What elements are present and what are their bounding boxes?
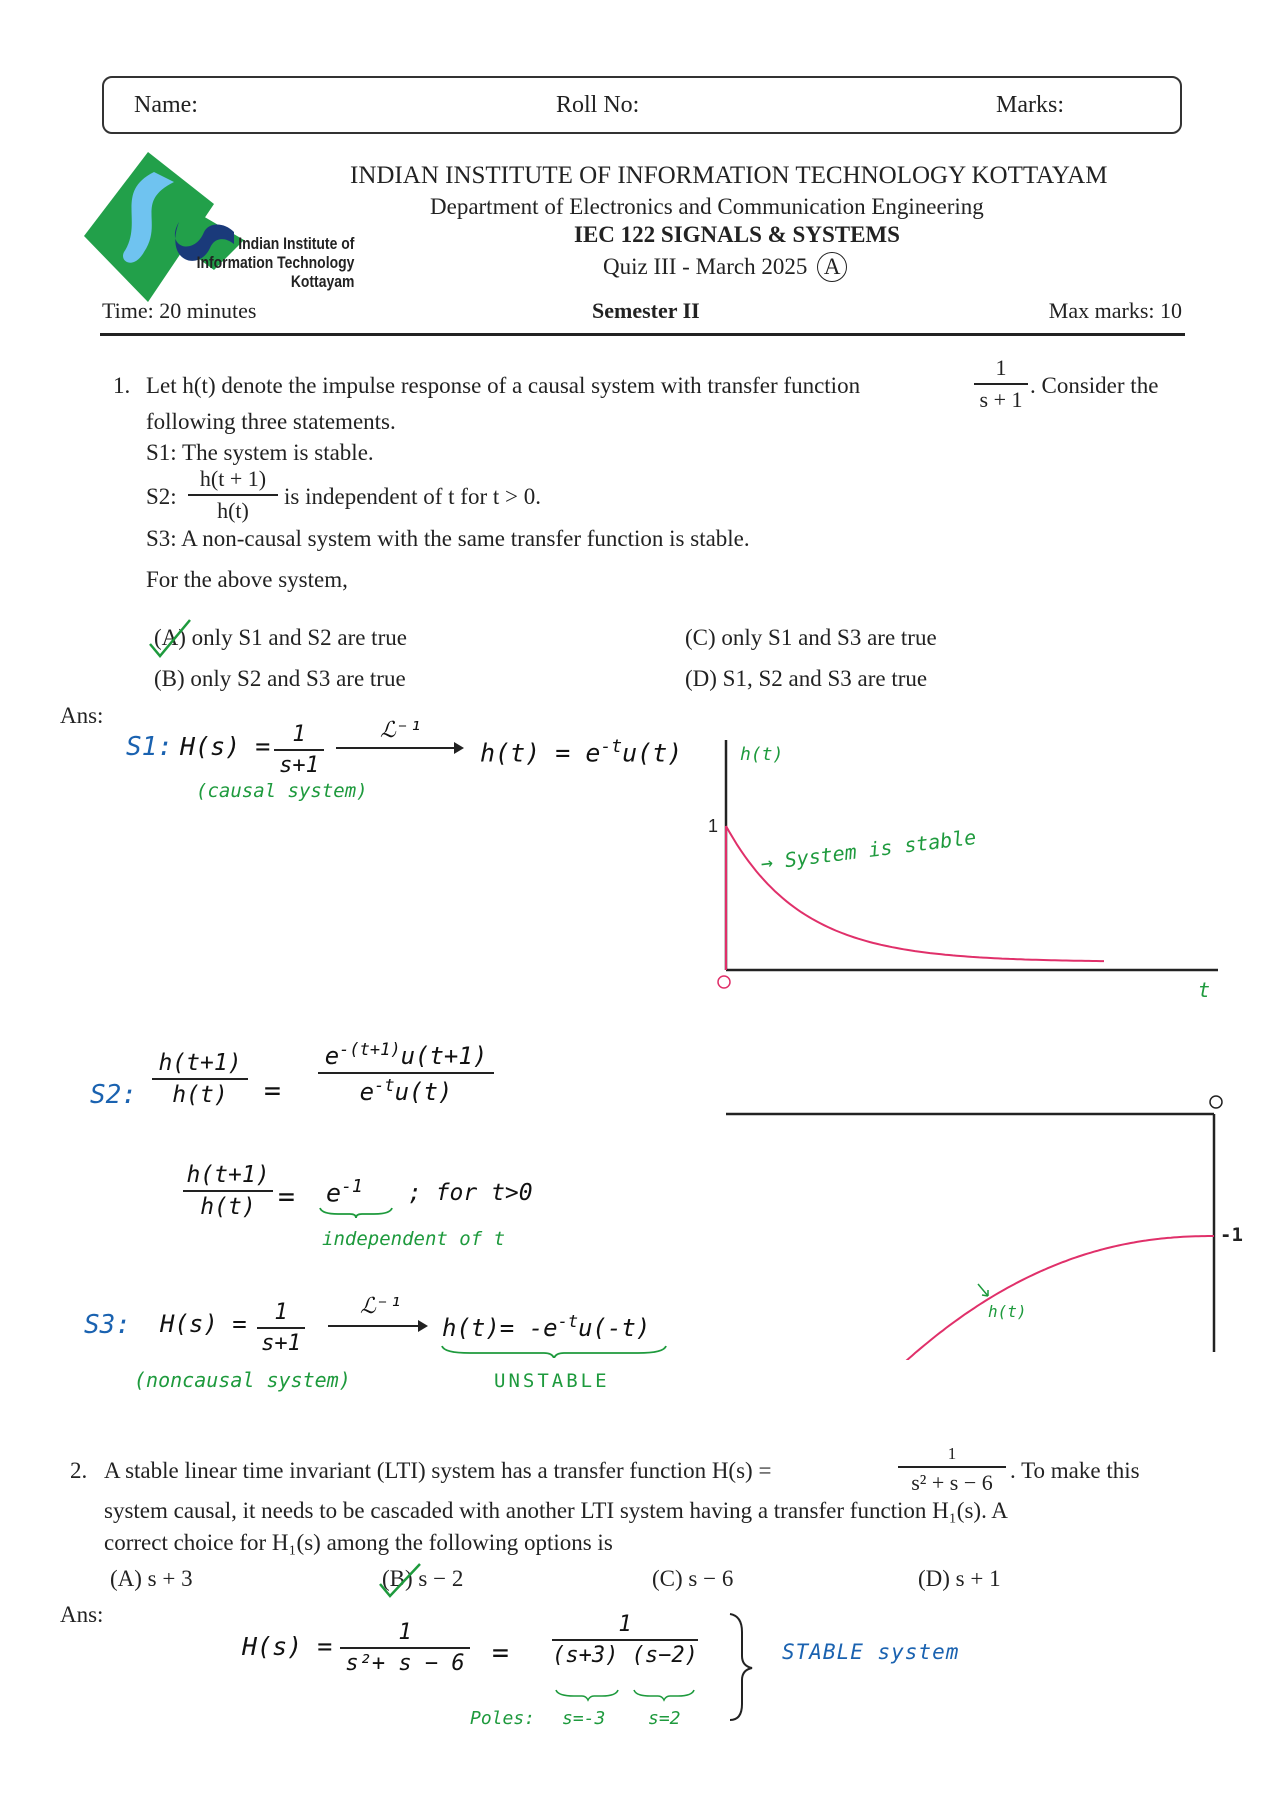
sol-s1-laplace: ℒ⁻¹ xyxy=(380,718,423,743)
sol2-pole2: s=2 xyxy=(648,1708,681,1729)
plot2-level-label: -1 xyxy=(1220,1224,1243,1246)
quiz-title xyxy=(603,252,847,282)
sol2-lhs: H(s) = xyxy=(242,1632,333,1661)
plot2-origin-marker xyxy=(1210,1096,1222,1108)
sol-s1-rhs-exp: -t xyxy=(600,736,623,757)
logo-text-line3: Kottayam xyxy=(290,272,354,291)
set-badge: A xyxy=(817,252,847,282)
sol-s2-lhs-den: h(t) xyxy=(172,1082,228,1108)
q2-tf-denominator: s² + s − 6 xyxy=(911,1470,993,1495)
plot1-y1-tick: 1 xyxy=(708,816,719,836)
sol-s3-rhs: $h(t)= -e^{-t}u(-t)$ xyxy=(442,1312,651,1342)
sol-s2b-equals: = xyxy=(278,1180,295,1213)
q1-s2-text: is independent of t for t > 0. xyxy=(284,484,541,509)
q1-s2-bar xyxy=(188,494,278,496)
sol2-num1: 1 xyxy=(398,1620,412,1645)
sol2-num2: 1 xyxy=(618,1612,632,1637)
plot1-ylabel: h(t) xyxy=(740,744,784,765)
sol-s2b-num: h(t+1) xyxy=(186,1162,270,1188)
sol-s2-label: S2: xyxy=(90,1080,137,1110)
plot2-curve-label: h(t) xyxy=(988,1302,1027,1321)
sol2-den2: (s+3) (s−2) xyxy=(552,1643,698,1668)
q1-tf-bar xyxy=(974,383,1028,385)
sol-s2b-lhs xyxy=(180,1162,276,1220)
sol-s1-rhs-tail: u(t) xyxy=(622,738,683,768)
q1-text: Let h(t) denote the impulse response of a causal system with transfer function xyxy=(146,373,861,398)
underbrace-icon xyxy=(318,1206,394,1218)
sol-s1-frac xyxy=(272,722,326,778)
q2-number: 2. xyxy=(70,1458,88,1483)
sol2-stable-note: STABLE system xyxy=(782,1640,960,1664)
sol-s2-rhs-num: $e^{-(t+1)}u(t+1)$ xyxy=(324,1040,488,1070)
q1-tf-denominator: s + 1 xyxy=(979,387,1023,412)
sol-s2-equals: = xyxy=(264,1074,281,1107)
student-info-box xyxy=(102,76,1182,134)
right-brace-icon xyxy=(726,1612,756,1722)
q1-s2-ratio xyxy=(188,466,278,524)
sol2-den1: s²+ s − 6 xyxy=(345,1651,465,1676)
sol-s2b-condition: ; for t>0 xyxy=(408,1180,533,1206)
q2-ans-label: Ans: xyxy=(60,1602,104,1627)
sol-s2-lhs xyxy=(150,1050,250,1108)
impulse-response-plot xyxy=(700,730,1220,1000)
plot1-stable-note: → System is stable xyxy=(759,824,978,876)
plot1-origin-marker xyxy=(718,976,730,988)
sol2-equals: = xyxy=(492,1636,509,1669)
sol2-poles-label: Poles: xyxy=(470,1708,536,1729)
sol-s1-lhs: H(s) = xyxy=(180,732,271,761)
q2-transfer-function xyxy=(896,1444,1008,1496)
plot2-canvas xyxy=(720,1090,1240,1360)
sol-s3-label: S3: xyxy=(84,1310,131,1340)
sol2-bar2 xyxy=(552,1639,698,1641)
sol-s2-rhs-den: $e^{-t}u(t)$ xyxy=(359,1076,453,1106)
plot2-curve xyxy=(906,1236,1214,1360)
sol-causal-note: (causal system) xyxy=(196,780,368,802)
sol-s2b-bar xyxy=(183,1190,273,1192)
sol-noncausal-note: (noncausal system) xyxy=(134,1368,351,1392)
sol-s2-lhs-bar xyxy=(152,1078,248,1080)
course-title: IEC 122 SIGNALS & SYSTEMS xyxy=(574,222,900,247)
name-label: Name: xyxy=(134,92,198,118)
sol-indep-note: independent of t xyxy=(322,1228,506,1250)
sol-s3-num: 1 xyxy=(274,1300,288,1325)
q1-option-b: (B) only S2 and S3 are true xyxy=(154,666,406,691)
q1-text-cont: following three statements. xyxy=(146,409,396,434)
q2-text-end: . To make this xyxy=(1010,1458,1140,1483)
institute-name: INDIAN INSTITUTE OF INFORMATION TECHNOLOGY KOTTAYAM xyxy=(350,162,1108,189)
q1-option-c: (C) only S1 and S3 are true xyxy=(685,625,937,650)
q2-option-a: (A) s + 3 xyxy=(110,1566,193,1591)
logo-text-line1: Indian Institute of xyxy=(237,234,354,253)
sol-s2-rhs-bar xyxy=(318,1072,494,1074)
q1-s2-denominator: h(t) xyxy=(217,498,249,523)
sol-s1-rhs-base: h(t) = e xyxy=(480,738,601,768)
sol-s2-lhs-num: h(t+1) xyxy=(158,1050,242,1076)
logo-text-line2: Information Technology xyxy=(196,253,354,272)
department-name: Department of Electronics and Communication Engineering xyxy=(430,194,984,219)
sol-s3-bar xyxy=(257,1327,305,1329)
roll-label: Roll No: xyxy=(556,92,640,118)
marks-label: Marks: xyxy=(996,92,1064,118)
sol-s1-num: 1 xyxy=(292,722,306,747)
sol-s3-frac xyxy=(254,1300,308,1356)
q1-statement-s1: S1: The system is stable. xyxy=(146,440,374,465)
q2-option-b: (B) s − 2 xyxy=(382,1566,464,1591)
q2-option-d: (D) s + 1 xyxy=(918,1566,1001,1591)
arrow-right-icon xyxy=(336,740,464,756)
q2-text-cont: system causal, it needs to be cascaded with another LTI system having a transfer function H₁(s). A xyxy=(104,1498,1008,1523)
q1-ans-label: Ans: xyxy=(60,703,104,728)
header-divider xyxy=(100,333,1185,336)
q2-tf-numerator: 1 xyxy=(947,1444,957,1463)
sol-s1-den: s+1 xyxy=(279,753,319,778)
sol-s3-lhs: H(s) = xyxy=(160,1310,247,1338)
q1-number: 1. xyxy=(113,373,131,398)
institute-logo xyxy=(84,152,354,302)
sol-s1-rhs xyxy=(480,736,682,767)
q1-statement-s3: S3: A non-causal system with the same transfer function is stable. xyxy=(146,526,750,551)
sol2-pole1: s=-3 xyxy=(562,1708,606,1729)
q1-lead: For the above system, xyxy=(146,567,348,592)
underbrace-icon xyxy=(554,1688,704,1702)
quiz-label: Quiz III - March 2025 xyxy=(603,254,808,279)
q1-option-d: (D) S1, S2 and S3 are true xyxy=(685,666,928,691)
semester-label: Semester II xyxy=(592,298,700,323)
checkmark-icon xyxy=(146,618,194,660)
sol-s2-rhs xyxy=(316,1040,496,1106)
sol2-frac1 xyxy=(338,1620,472,1676)
plot2-pointer-icon xyxy=(978,1284,988,1296)
underbrace-icon xyxy=(440,1344,668,1358)
q1-transfer-function xyxy=(974,355,1028,413)
sol2-bar1 xyxy=(340,1647,470,1649)
noncausal-response-plot xyxy=(720,1090,1243,1360)
q1-s2-label: S2: xyxy=(146,484,177,509)
q1-tf-numerator: 1 xyxy=(995,355,1007,380)
sol-s3-laplace: ℒ⁻¹ xyxy=(360,1294,403,1319)
max-marks-label: Max marks: 10 xyxy=(1048,298,1182,323)
arrow-right-icon xyxy=(328,1318,428,1334)
sol-s1-bar xyxy=(274,749,324,751)
time-label: Time: 20 minutes xyxy=(102,298,257,323)
q1-s2-numerator: h(t + 1) xyxy=(199,466,267,491)
q2-option-c: (C) s − 6 xyxy=(652,1566,734,1591)
sol-s1-label: S1: xyxy=(126,732,173,762)
sol-s2b-den: h(t) xyxy=(200,1194,256,1220)
q2-text: A stable linear time invariant (LTI) system has a transfer function H(s) = xyxy=(104,1458,772,1483)
checkmark-icon xyxy=(378,1562,422,1600)
sol-s2b-rhs: $e^{-1}$ xyxy=(326,1176,363,1208)
sol-s3-den: s+1 xyxy=(261,1331,301,1356)
sol-unstable-note: UNSTABLE xyxy=(494,1370,610,1392)
plot1-xlabel: t xyxy=(1198,978,1211,1002)
q2-text-cont2: correct choice for H₁(s) among the following options is xyxy=(104,1530,613,1555)
logo-text xyxy=(196,234,354,291)
sol2-frac2 xyxy=(550,1612,700,1668)
q1-text-end: . Consider the xyxy=(1030,373,1159,398)
q2-tf-bar xyxy=(898,1466,1006,1468)
q1-option-a: (A) only S1 and S2 are true xyxy=(154,625,407,650)
